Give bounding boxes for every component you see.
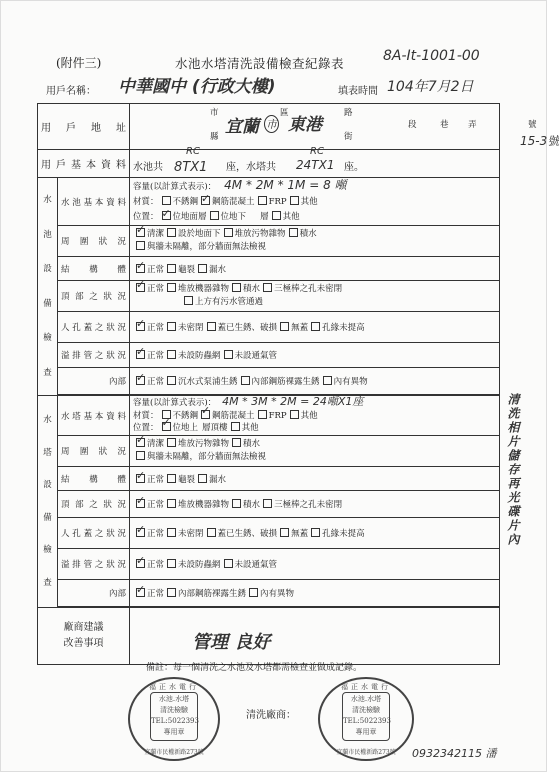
fill-time-value: 104年7月2日 (387, 79, 474, 95)
side-note: 清洗相片儲存再光碟片內 (506, 393, 520, 547)
tower-count-hand: 24TX1 (296, 158, 335, 172)
tower-surroundings-row: 周圍狀況 ✓清潔 堆放污物雜物 積水 與牆未隔離，部分牆面無法檢視 (38, 436, 500, 467)
pool-section-label: 水 池 設 備 檢 查 (38, 178, 58, 396)
company-stamp-left: 福正水電行 水池.水塔 清洗檢驗 TEL:5022393 專用章 宜蘭市民權新路273號 (128, 677, 220, 761)
pool-inner-foreign-checkbox[interactable] (323, 376, 332, 385)
tower-overflow-label: 溢排管之狀況 (58, 549, 130, 580)
tower-inner-normal-checkbox[interactable] (136, 588, 145, 597)
suggestion-hand: 管理 良好 (192, 632, 271, 653)
fill-time-label: 填表時間 (338, 86, 378, 97)
tower-material-other-checkbox[interactable] (290, 410, 299, 419)
suggestion-row (38, 608, 500, 665)
company-label: 清洗廠商： (246, 710, 296, 721)
tower-top-water-checkbox[interactable] (232, 499, 241, 508)
address-county-hand: 宜蘭 (225, 117, 260, 137)
pool-manhole-unsealed-checkbox[interactable] (167, 322, 176, 331)
tower-manhole-normal-checkbox[interactable] (136, 528, 145, 537)
pool-material-frp-checkbox[interactable] (258, 196, 267, 205)
tower-material-rc-checkbox[interactable] (201, 410, 210, 419)
tower-debris-checkbox[interactable] (167, 438, 176, 447)
tower-clean-checkbox[interactable] (136, 438, 145, 447)
pool-inner-pump-checkbox[interactable] (167, 376, 176, 385)
pool-overflow-row: 溢排管之狀況 ✓ 正常 未設防蟲網 未設通氣管 (38, 343, 500, 368)
pool-capacity-hand: 4M * 2M * 1M = 8 噸 (224, 178, 347, 192)
pool-material-stainless-checkbox[interactable] (162, 196, 171, 205)
tower-inner-row: 內部 ✓ 正常 內部鋼筋裸露生銹 內有異物 (38, 580, 500, 607)
document-title: 水池水塔清洗設備檢查紀錄表 (175, 56, 345, 71)
tower-manhole-rust-checkbox[interactable] (207, 528, 216, 537)
pool-material-rc-checkbox[interactable] (201, 196, 210, 205)
tower-overflow-vent-checkbox[interactable] (224, 559, 233, 568)
pool-material-other-checkbox[interactable] (290, 196, 299, 205)
pool-manhole-label: 人孔蓋之狀況 (58, 312, 130, 343)
pool-manhole-normal-checkbox[interactable] (136, 322, 145, 331)
address-city-hand: 市 (264, 115, 279, 133)
pool-overflow-normal-checkbox[interactable] (136, 350, 145, 359)
address-number-hand: 15-3號 (520, 134, 559, 148)
address-label: 用 戶 地 址 (38, 104, 130, 150)
serial-number: 8A-It-1001-00 (383, 48, 480, 64)
tower-inner-label: 內部 (58, 580, 130, 607)
tower-basic-row (38, 396, 500, 436)
tower-basic-cell: 容量(以計算式表示)： 4M * 3M * 2M = 24噸X1座 材質： 不銹鋼✓ 鋼筋混凝土 FRP 其他 位置：✓ 位地上 層頂樓 其他 (130, 396, 500, 436)
attachment-label: (附件三) (56, 56, 102, 70)
pool-top-hole-checkbox[interactable] (263, 283, 272, 292)
pool-overflow-net-checkbox[interactable] (167, 350, 176, 359)
account-name-value: 中華國中 (行政大樓) (118, 77, 276, 97)
tower-leak-checkbox[interactable] (198, 474, 207, 483)
pool-manhole-nolid-checkbox[interactable] (280, 322, 289, 331)
tower-position-other-checkbox[interactable] (231, 422, 240, 431)
tower-overflow-row: 溢排管之狀況 ✓ 正常 未設防蟲網 未設通氣管 (38, 549, 500, 580)
pool-surroundings-row: 周圍狀況 ✓清潔 設於地面下 堆放污物雜物 積水 與牆未隔離，部分牆面無法檢視 (38, 226, 500, 257)
address-road-hand: 東港 (288, 115, 323, 135)
tower-basic-label: 水塔基本資料 (58, 396, 130, 436)
tower-structure-row: 結構體 ✓ 正常 龜裂 漏水 (38, 467, 500, 491)
tower-structure-label: 結構體 (58, 467, 130, 491)
pool-debris-checkbox[interactable] (224, 228, 233, 237)
address-row (38, 104, 500, 150)
tower-section-label: 水 塔 設 備 檢 查 (38, 396, 58, 608)
pool-inner-label: 內部 (58, 368, 130, 395)
pool-top-normal-checkbox[interactable] (136, 283, 145, 292)
tower-manhole-label: 人孔蓋之狀況 (58, 518, 130, 549)
pool-wall-checkbox[interactable] (136, 241, 145, 250)
pool-clean-checkbox[interactable] (136, 228, 145, 237)
pool-top-label: 頂部之狀況 (58, 281, 130, 312)
basic-data-cell: 水池共 RC 8TX1 座，水塔共 RC 24TX1 座。 (130, 150, 500, 178)
company-stamp-right: 福正水電行 水池.水塔 清洗檢驗 TEL:5022393 專用章 宜蘭市民權新路273號 (318, 677, 414, 761)
suggestion-label: 廠商建議 改善事項 (38, 608, 130, 665)
tower-manhole-unsealed-checkbox[interactable] (167, 528, 176, 537)
basic-data-row (38, 150, 500, 178)
pool-overflow-vent-checkbox[interactable] (224, 350, 233, 359)
pool-top-pipe-checkbox[interactable] (184, 296, 193, 305)
pool-inner-row: 內部 ✓ 正常 沉水式泵浦生銹 內部鋼筋裸露生銹 內有異物 (38, 368, 500, 395)
pool-basic-row (38, 178, 500, 226)
pool-position-other-checkbox[interactable] (272, 211, 281, 220)
contact-phone-hand: 0932342115 潘 (412, 747, 497, 760)
tower-manhole-nolid-checkbox[interactable] (280, 528, 289, 537)
tower-top-label: 頂部之狀況 (58, 491, 130, 518)
tower-manhole-rim-checkbox[interactable] (311, 528, 320, 537)
pool-structure-label: 結構體 (58, 257, 130, 281)
pool-manhole-row: 人孔蓋之狀況 ✓ 正常 未密閉 蓋已生銹、破損 無蓋 孔緣未提高 (38, 312, 500, 343)
basic-data-label: 用戶基本資料 (38, 150, 130, 178)
pool-leak-checkbox[interactable] (198, 264, 207, 273)
tower-surroundings-label: 周圍狀況 (58, 436, 130, 467)
tower-capacity-hand: 4M * 3M * 2M = 24噸X1座 (222, 395, 364, 409)
footer-note: 備註：每一個清洗之水池及水塔都需檢查並做成記錄。 (146, 663, 363, 673)
tower-water-checkbox[interactable] (232, 438, 241, 447)
pool-structure-row: 結構體 ✓ 正常 龜裂 漏水 (38, 257, 500, 281)
tower-inner-rebar-checkbox[interactable] (167, 588, 176, 597)
pool-basic-cell: 容量(以計算式表示)： 4M * 2M * 1M = 8 噸 材質： 不銹鋼✓ 鋼筋混凝土 FRP 其他 位置：✓ 位地面層 位地下 層 其他 (130, 178, 500, 226)
tower-top-machine-checkbox[interactable] (167, 499, 176, 508)
pool-count-hand: 8TX1 (174, 160, 208, 175)
tower-inner-foreign-checkbox[interactable] (249, 588, 258, 597)
pool-crack-checkbox[interactable] (167, 264, 176, 273)
pool-overflow-label: 溢排管之狀況 (58, 343, 130, 368)
pool-structure-normal-checkbox[interactable] (136, 264, 145, 273)
account-name-label: 用戶名稱： (46, 86, 96, 97)
tower-material-frp-checkbox[interactable] (258, 410, 267, 419)
address-cell: 市 縣 區 路 街 段 巷 弄 號 宜蘭 市 東港 15-3號 (130, 104, 500, 150)
pool-top-water-checkbox[interactable] (232, 283, 241, 292)
pool-underground-checkbox[interactable] (167, 228, 176, 237)
pool-surroundings-label: 周圍狀況 (58, 226, 130, 257)
tower-structure-normal-checkbox[interactable] (136, 474, 145, 483)
tower-top-row: 頂部之狀況 ✓ 正常 堆放機器雜物 積水 三極棒之孔未密閉 (38, 491, 500, 518)
tower-top-hole-checkbox[interactable] (263, 499, 272, 508)
tower-overflow-net-checkbox[interactable] (167, 559, 176, 568)
pool-water-checkbox[interactable] (289, 228, 298, 237)
pool-position-ground-checkbox[interactable] (162, 211, 171, 220)
tower-manhole-row: 人孔蓋之狀況 ✓ 正常 未密閉 蓋已生銹、破損 無蓋 孔緣未提高 (38, 518, 500, 549)
tower-wall-checkbox[interactable] (136, 451, 145, 460)
pool-top-row: 頂部之狀況 ✓正常 堆放機器雜物 積水 三極棒之孔未密閉 上方有污水管通過 (38, 281, 500, 312)
tower-position-above-checkbox[interactable] (162, 422, 171, 431)
tower-crack-checkbox[interactable] (167, 474, 176, 483)
pool-position-basement-checkbox[interactable] (210, 211, 219, 220)
pool-top-machine-checkbox[interactable] (167, 283, 176, 292)
pool-manhole-rust-checkbox[interactable] (207, 322, 216, 331)
pool-inner-normal-checkbox[interactable] (136, 376, 145, 385)
pool-basic-label: 水池基本資料 (58, 178, 130, 226)
tower-top-normal-checkbox[interactable] (136, 499, 145, 508)
pool-inner-rebar-checkbox[interactable] (241, 376, 250, 385)
pool-manhole-rim-checkbox[interactable] (311, 322, 320, 331)
tower-overflow-normal-checkbox[interactable] (136, 559, 145, 568)
